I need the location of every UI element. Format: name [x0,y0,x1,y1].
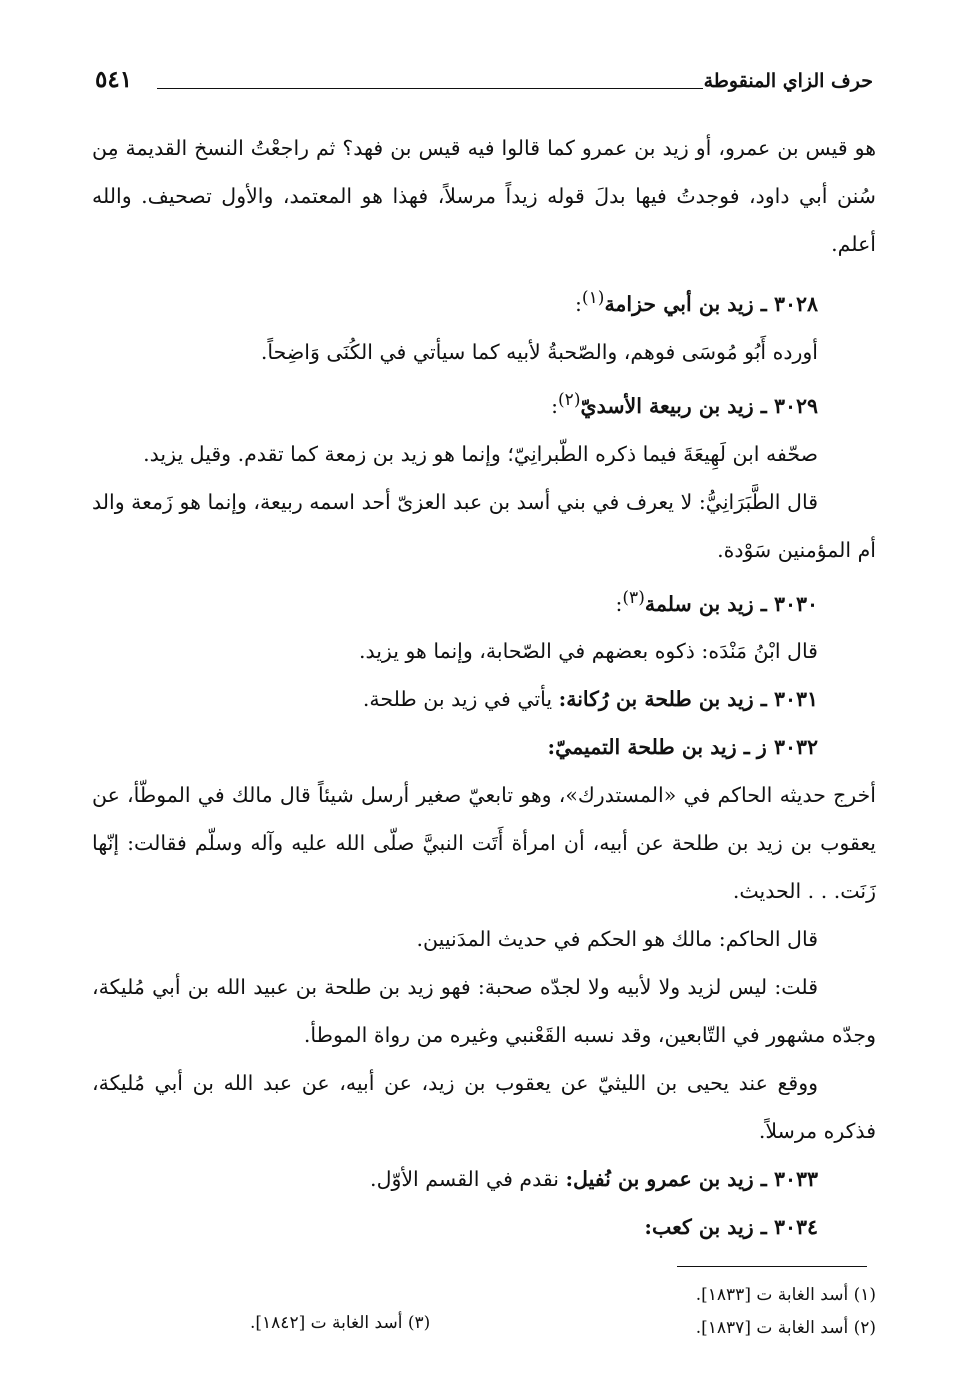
entry-text-3030: قال ابْنُ مَنْدَه: ذكوه بعضهم في الصّحابة، وإنما هو يزيد. [358,639,818,664]
running-header [95,66,873,106]
footnote-1: (١) أسد الغابة ت [١٨٣٣]. [695,1285,876,1305]
entry-title: ٣٠٣٣ ـ زيد بن عمرو بن نُفيل: [565,1167,818,1192]
footnotes [250,1285,876,1355]
entry-text-3032-b: قال الحاكم: مالك هو الحكم في حديث المدَنيين. [416,927,818,952]
footnote-ref: (١) [581,288,605,308]
entry-heading-3028 [92,274,876,328]
header-title: حرف الزاي المنقوطة [703,70,873,92]
entry-text-3032-c: قلت: ليس لزيد ولا لأبيه ولا لجدّه صحبة: فهو زيد بن طلحة بن عبيد الله بن أبي مُليكة، وجدّه مشهور في التّابعين، وقد نسبه القَعْنبي وغيره من رواة الموطأ. [92,975,876,1048]
entry-text: يأتي في زيد بن طلحة. [362,687,553,712]
entry-title: ٣٠٣٢ ز ـ زيد بن طلحة التميميّ: [547,735,818,760]
entry-title: ٣٠٣٤ ـ زيد بن كعب: [644,1215,818,1240]
entry-colon: : [551,393,558,418]
entry-title: ٣٠٣١ ـ زيد بن طلحة بن رُكانة: [558,687,818,712]
footnote-ref: (٢) [558,389,581,410]
entry-heading-3029 [92,376,876,430]
entry-title: ٣٠٢٨ ـ زيد بن أبي حزامة [604,291,818,316]
entry-3031 [92,675,876,723]
entry-text-3028: أورده أَبُو مُوسَى فوهم، والصّحبةُ لأبيه كما سيأتي في الكُنَى وَاضِحاً. [260,339,818,364]
page-number: ٥٤١ [95,66,133,93]
footnote-rule [677,1266,867,1267]
entry-title: ٣٠٢٩ ـ زيد بن ربيعة الأسديّ [580,393,818,418]
entry-title: ٣٠٣٠ ـ زيد بن سلمة [644,591,818,616]
body-text [92,124,876,1251]
entry-colon: : [574,291,582,316]
footnote-3: (٣) أسد الغابة ت [١٨٤٢]. [250,1313,431,1333]
entry-text-3029-b: قال الطَّبَرَانِيُّ: لا يعرف في بني أسد بن عبد العزىّ أحد اسمه ربيعة، وإنما هو زَمعة والد أم المؤمنين سَوْدة. [92,489,876,562]
header-rule [157,88,703,89]
entry-3033 [92,1155,876,1203]
footnote-ref: (٣) [622,587,645,608]
entry-text-3032-d: ووقع عند يحيى بن الليثيّ عن يعقوب بن زيد، عن أبيه، عن عبد الله بن أبي مُليكة، فذكره مرسلاً. [92,1071,876,1144]
paragraph-continuation: هو قيس بن عمرو، أو زيد بن عمرو كما قالوا فيه قيس بن فهد؟ ثم راجعْتُ النسخ القديمة مِن سُنن أبي داود، فوجدتُ فيها بدلَ قوله زيداً مرسلاً، فهذا هو المعتمد، والأول تصحيف. والله أعلم. [92,136,876,256]
entry-heading-3030 [92,574,876,628]
entry-heading-3032 [92,723,876,771]
footnote-2: (٢) أسد الغابة ت [١٨٣٧]. [695,1318,876,1338]
entry-text-3029-a: صحّفه ابن لَهِيعَةَ فيما ذكره الطّبرانِيّ؛ وإنما هو زيد بن زمعة كما تقدم. وقيل يزيد. [143,441,818,466]
entry-colon: : [615,591,623,616]
entry-heading-3034 [92,1203,876,1251]
entry-text-3032-a: أخرج حديثه الحاكم في «المستدرك»، وهو تابعيّ صغير أرسل شيئاً قال مالك في الموطّأ، عن يعقوب بن زيد بن طلحة عن أبيه، أن امرأة أَتَت النبيَّ صلّى الله عليه وآله وسلّم فقالت: إنّها زَنَت. . . الحديث. [92,783,876,904]
entry-text: نقدم في القسم الأوّل. [370,1167,559,1192]
